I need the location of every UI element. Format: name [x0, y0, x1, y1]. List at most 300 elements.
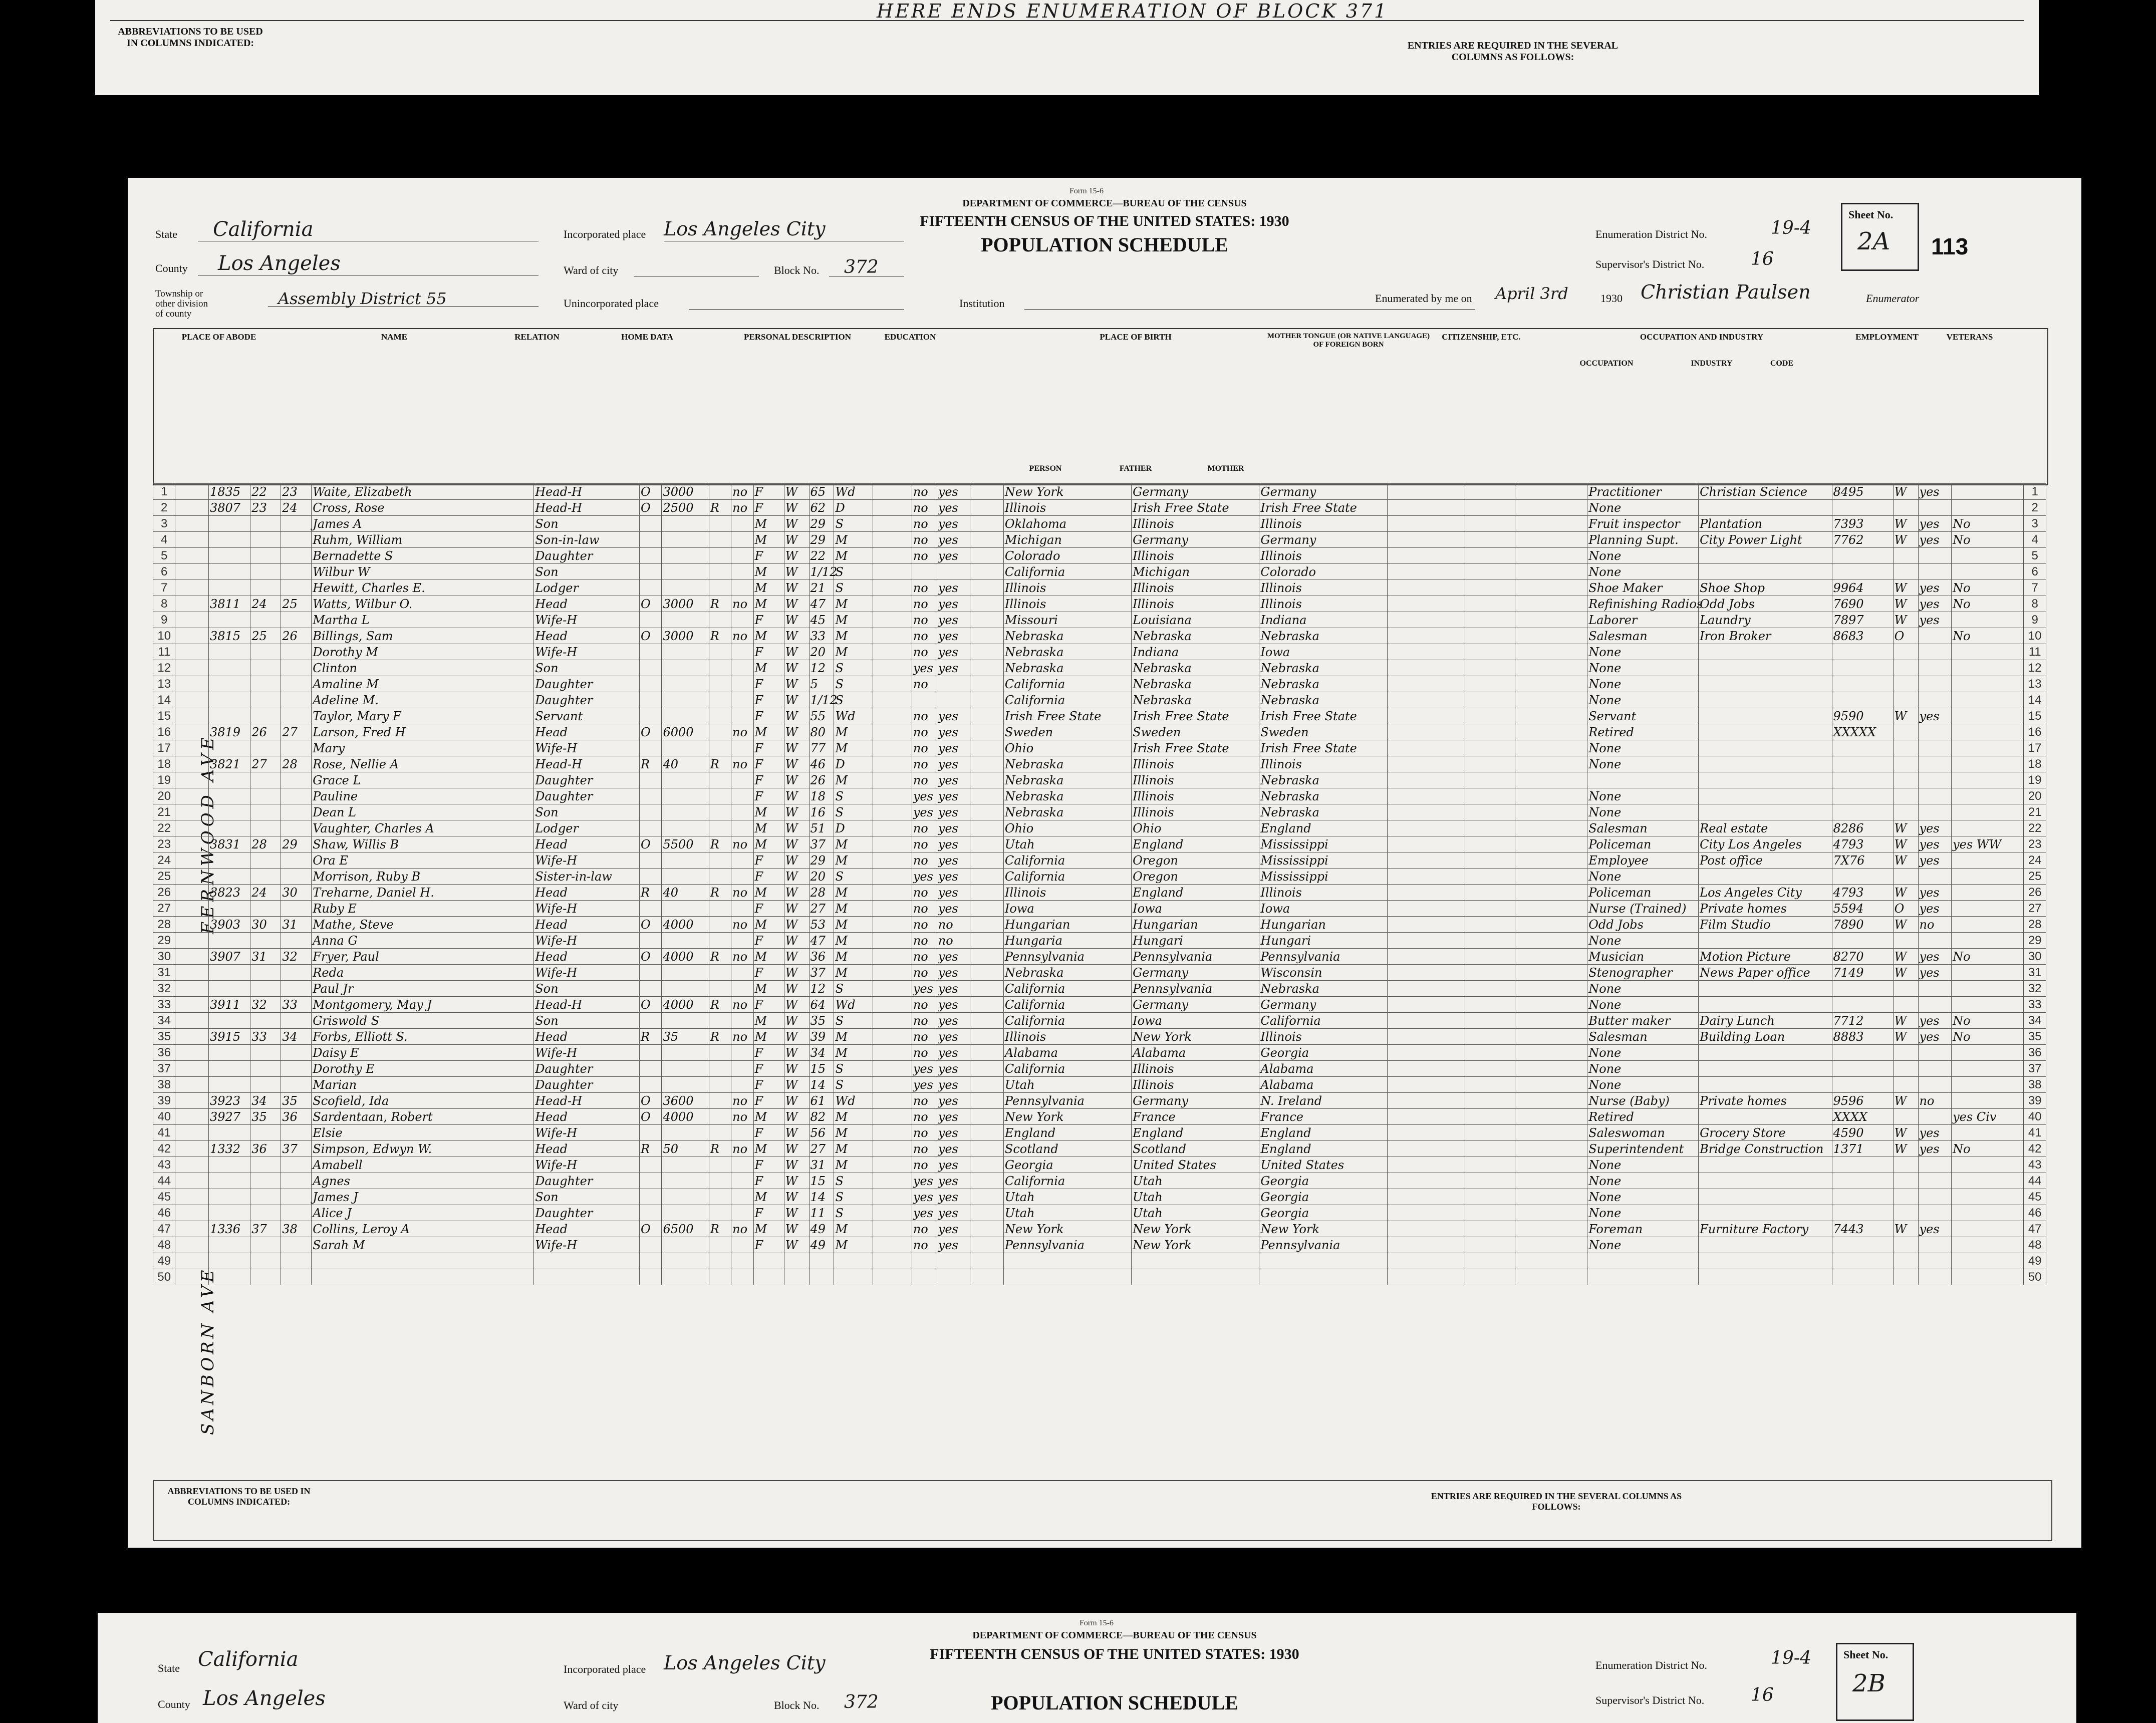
birthplace-father: Germany	[1132, 532, 1259, 548]
birthplace-mother: Illinois	[1259, 516, 1387, 532]
incorporated-label: Incorporated place	[564, 228, 646, 240]
table-row	[153, 917, 2046, 933]
birthplace-person: Hungarian	[1003, 917, 1131, 933]
home-owned	[640, 965, 662, 981]
radio-set	[709, 1253, 731, 1269]
literacy: yes	[937, 997, 970, 1013]
sex: M	[753, 981, 784, 997]
spare	[970, 1013, 1004, 1029]
home-value	[662, 772, 709, 788]
employment	[1918, 1253, 1952, 1269]
school-attendance: no	[912, 548, 937, 564]
employment: yes	[1918, 708, 1952, 724]
school-attendance: no	[912, 772, 937, 788]
enumeration-date: April 3rd	[1495, 284, 1568, 303]
birthplace-mother: Mississippi	[1259, 836, 1387, 852]
citizenship	[1515, 1013, 1587, 1029]
age-at-marriage	[873, 1173, 912, 1189]
line-number-right: 25	[2024, 869, 2046, 885]
birthplace-mother: Nebraska	[1259, 772, 1387, 788]
house-number: 3819	[208, 724, 250, 740]
marital-status: M	[834, 724, 873, 740]
mother-tongue	[1387, 612, 1465, 628]
home-owned	[640, 820, 662, 836]
race: W	[784, 1221, 809, 1237]
age: 21	[809, 580, 834, 596]
age-at-marriage	[873, 1125, 912, 1141]
birth-codes	[1465, 1125, 1515, 1141]
veteran: No	[1952, 628, 2024, 644]
sex: M	[753, 885, 784, 901]
dwelling-number	[250, 516, 281, 532]
race: W	[784, 660, 809, 676]
class-of-worker	[1893, 804, 1918, 820]
farm: no	[731, 628, 753, 644]
literacy	[937, 564, 970, 580]
farm	[731, 548, 753, 564]
literacy: yes	[937, 548, 970, 564]
house-number	[208, 692, 250, 708]
street-cell	[175, 836, 209, 852]
next-state-label: State	[158, 1662, 180, 1674]
spare	[970, 612, 1004, 628]
line-number: 14	[153, 692, 175, 708]
supervisor-value: 16	[1751, 249, 1774, 269]
house-number	[208, 676, 250, 692]
enumeration-year: 1930	[1600, 292, 1623, 305]
street-cell	[175, 869, 209, 885]
mother-tongue	[1387, 1221, 1465, 1237]
birthplace-father: Indiana	[1132, 644, 1259, 660]
house-number: 3821	[208, 756, 250, 772]
person-name: James A	[312, 516, 534, 532]
age-at-marriage	[873, 724, 912, 740]
sex: F	[753, 1125, 784, 1141]
class-of-worker	[1893, 660, 1918, 676]
radio-set	[709, 580, 731, 596]
line-number-right: 12	[2024, 660, 2046, 676]
veteran	[1952, 756, 2024, 772]
house-number	[208, 1061, 250, 1077]
age-at-marriage	[873, 1109, 912, 1125]
relation: Head	[534, 917, 640, 933]
birthplace-mother: Germany	[1259, 484, 1387, 500]
class-of-worker: W	[1893, 484, 1918, 500]
class-of-worker: W	[1893, 852, 1918, 869]
county-label: County	[155, 262, 188, 274]
school-attendance: no	[912, 1013, 937, 1029]
line-number: 6	[153, 564, 175, 580]
line-number: 17	[153, 740, 175, 756]
home-owned: R	[640, 885, 662, 901]
dwelling-number	[250, 580, 281, 596]
home-owned	[640, 1013, 662, 1029]
street-cell	[175, 788, 209, 804]
line-number-right: 10	[2024, 628, 2046, 644]
occupation-code: 7393	[1832, 516, 1893, 532]
birthplace-mother: Pennsylvania	[1259, 1237, 1387, 1253]
person-name	[312, 1269, 534, 1285]
occupation: None	[1587, 756, 1699, 772]
relation: Son	[534, 981, 640, 997]
class-of-worker	[1893, 772, 1918, 788]
birthplace-person: Alabama	[1003, 1045, 1131, 1061]
employment	[1918, 644, 1952, 660]
house-number	[208, 788, 250, 804]
dwelling-number: 27	[250, 756, 281, 772]
occupation-code: 5594	[1832, 901, 1893, 917]
next-block-label: Block No.	[774, 1699, 820, 1711]
birthplace-mother: Irish Free State	[1259, 740, 1387, 756]
farm	[731, 901, 753, 917]
sex: F	[753, 612, 784, 628]
street-cell	[175, 852, 209, 869]
birthplace-father: Pennsylvania	[1132, 949, 1259, 965]
farm: no	[731, 917, 753, 933]
birthplace-person: New York	[1003, 484, 1131, 500]
home-value	[662, 1205, 709, 1221]
farm	[731, 1173, 753, 1189]
street-cell	[175, 1221, 209, 1237]
birthplace-father: Nebraska	[1132, 692, 1259, 708]
industry: News Paper office	[1699, 965, 1832, 981]
age: 5	[809, 676, 834, 692]
school-attendance: no	[912, 740, 937, 756]
spare	[970, 804, 1004, 820]
home-value	[662, 676, 709, 692]
home-value	[662, 804, 709, 820]
table-row	[153, 548, 2046, 564]
age: 20	[809, 644, 834, 660]
radio-set	[709, 917, 731, 933]
table-row	[153, 836, 2046, 852]
school-attendance: yes	[912, 981, 937, 997]
class-of-worker: W	[1893, 1093, 1918, 1109]
occupation: Refinishing Radios	[1587, 596, 1699, 612]
birth-codes	[1465, 933, 1515, 949]
veteran: No	[1952, 580, 2024, 596]
industry	[1699, 997, 1832, 1013]
home-value	[662, 1077, 709, 1093]
line-number-right: 47	[2024, 1221, 2046, 1237]
line-number: 46	[153, 1205, 175, 1221]
home-owned: O	[640, 1093, 662, 1109]
farm: no	[731, 949, 753, 965]
home-owned: O	[640, 724, 662, 740]
industry: Laundry	[1699, 612, 1832, 628]
subheader-occupation: OCCUPATION	[1579, 359, 1634, 368]
occupation: Planning Supt.	[1587, 532, 1699, 548]
occupation: Fruit inspector	[1587, 516, 1699, 532]
age: 14	[809, 1189, 834, 1205]
mother-tongue	[1387, 740, 1465, 756]
house-number: 3907	[208, 949, 250, 965]
employment	[1918, 660, 1952, 676]
birthplace-father: Sweden	[1132, 724, 1259, 740]
birthplace-mother: Georgia	[1259, 1205, 1387, 1221]
mother-tongue	[1387, 1045, 1465, 1061]
class-of-worker: W	[1893, 949, 1918, 965]
next-incorporated-value: Los Angeles City	[664, 1652, 826, 1674]
line-number: 45	[153, 1189, 175, 1205]
birth-codes	[1465, 917, 1515, 933]
mother-tongue	[1387, 820, 1465, 836]
line-number: 39	[153, 1093, 175, 1109]
age-at-marriage	[873, 901, 912, 917]
line-number-right: 27	[2024, 901, 2046, 917]
group-header-home: HOME DATA	[621, 332, 673, 342]
birthplace-mother: Iowa	[1259, 644, 1387, 660]
mother-tongue	[1387, 1109, 1465, 1125]
birth-codes	[1465, 1013, 1515, 1029]
home-owned	[640, 708, 662, 724]
family-number	[281, 1253, 312, 1269]
birthplace-mother	[1259, 1253, 1387, 1269]
school-attendance: yes	[912, 1205, 937, 1221]
occupation-code: 7890	[1832, 917, 1893, 933]
citizenship	[1515, 1205, 1587, 1221]
sex: M	[753, 804, 784, 820]
birthplace-mother: N. Ireland	[1259, 1093, 1387, 1109]
person-name: Elsie	[312, 1125, 534, 1141]
home-value	[662, 612, 709, 628]
radio-set	[709, 660, 731, 676]
birth-codes	[1465, 1173, 1515, 1189]
employment	[1918, 1061, 1952, 1077]
class-of-worker	[1893, 933, 1918, 949]
spare	[970, 1205, 1004, 1221]
mother-tongue	[1387, 500, 1465, 516]
marital-status: S	[834, 869, 873, 885]
age	[809, 1253, 834, 1269]
citizenship	[1515, 933, 1587, 949]
age: 36	[809, 949, 834, 965]
entries-note: ENTRIES ARE REQUIRED IN THE SEVERAL COLUMNS AS FOLLOWS:	[1407, 40, 1619, 63]
block-value: 372	[844, 257, 879, 277]
person-name: Ora E	[312, 852, 534, 869]
school-attendance: no	[912, 612, 937, 628]
occupation-code	[1832, 740, 1893, 756]
relation: Wife-H	[534, 1157, 640, 1173]
line-number-right: 17	[2024, 740, 2046, 756]
family-number	[281, 1269, 312, 1285]
literacy	[937, 692, 970, 708]
spare	[970, 708, 1004, 724]
next-ward-label: Ward of city	[564, 1699, 619, 1711]
occupation: Butter maker	[1587, 1013, 1699, 1029]
home-value	[662, 708, 709, 724]
line-number-right: 38	[2024, 1077, 2046, 1093]
age-at-marriage	[873, 1045, 912, 1061]
age-at-marriage	[873, 852, 912, 869]
school-attendance: no	[912, 644, 937, 660]
dwelling-number	[250, 852, 281, 869]
farm: no	[731, 756, 753, 772]
person-name: Amaline M	[312, 676, 534, 692]
line-number: 33	[153, 997, 175, 1013]
street-label-sanborn: SANBORN AVE	[198, 1267, 218, 1435]
street-cell	[175, 1061, 209, 1077]
radio-set	[709, 644, 731, 660]
school-attendance	[912, 692, 937, 708]
citizenship	[1515, 676, 1587, 692]
dwelling-number	[250, 612, 281, 628]
birthplace-person: Nebraska	[1003, 804, 1131, 820]
table-row	[153, 500, 2046, 516]
birth-codes	[1465, 660, 1515, 676]
class-of-worker	[1893, 997, 1918, 1013]
birthplace-person: Illinois	[1003, 596, 1131, 612]
street-cell	[175, 1173, 209, 1189]
dwelling-number	[250, 788, 281, 804]
citizenship	[1515, 804, 1587, 820]
veteran	[1952, 885, 2024, 901]
radio-set	[709, 1109, 731, 1125]
age-at-marriage	[873, 708, 912, 724]
birthplace-person: Scotland	[1003, 1141, 1131, 1157]
line-number: 30	[153, 949, 175, 965]
citizenship	[1515, 1253, 1587, 1269]
street-cell	[175, 612, 209, 628]
line-number: 41	[153, 1125, 175, 1141]
mother-tongue	[1387, 772, 1465, 788]
sex: M	[753, 532, 784, 548]
table-row	[153, 1237, 2046, 1253]
line-number: 4	[153, 532, 175, 548]
line-number: 2	[153, 500, 175, 516]
family-number	[281, 516, 312, 532]
citizenship	[1515, 756, 1587, 772]
home-owned: O	[640, 596, 662, 612]
street-cell	[175, 804, 209, 820]
citizenship	[1515, 1077, 1587, 1093]
literacy: yes	[937, 708, 970, 724]
family-number	[281, 820, 312, 836]
race: W	[784, 756, 809, 772]
farm	[731, 532, 753, 548]
line-number-right: 41	[2024, 1125, 2046, 1141]
school-attendance: no	[912, 580, 937, 596]
table-row	[153, 1109, 2046, 1125]
birth-codes	[1465, 516, 1515, 532]
school-attendance: no	[912, 1237, 937, 1253]
person-name	[312, 1253, 534, 1269]
house-number: 3831	[208, 836, 250, 852]
age-at-marriage	[873, 1269, 912, 1285]
birthplace-mother: California	[1259, 1013, 1387, 1029]
employment	[1918, 869, 1952, 885]
class-of-worker: W	[1893, 965, 1918, 981]
school-attendance: yes	[912, 804, 937, 820]
line-number-right: 7	[2024, 580, 2046, 596]
industry	[1699, 772, 1832, 788]
mother-tongue	[1387, 885, 1465, 901]
race: W	[784, 628, 809, 644]
house-number: 1332	[208, 1141, 250, 1157]
birth-codes	[1465, 852, 1515, 869]
next-sheet-label: Sheet No.	[1843, 1648, 1889, 1661]
birthplace-father	[1132, 1269, 1259, 1285]
citizenship	[1515, 660, 1587, 676]
school-attendance	[912, 1253, 937, 1269]
employment	[1918, 1237, 1952, 1253]
house-number	[208, 1237, 250, 1253]
mother-tongue	[1387, 933, 1465, 949]
line-number-right: 9	[2024, 612, 2046, 628]
birthplace-mother: Sweden	[1259, 724, 1387, 740]
line-number-right: 36	[2024, 1045, 2046, 1061]
home-owned: R	[640, 1029, 662, 1045]
age: 1/12	[809, 564, 834, 580]
birthplace-father: Oregon	[1132, 852, 1259, 869]
relation: Head	[534, 836, 640, 852]
radio-set: R	[709, 1141, 731, 1157]
person-name: Rose, Nellie A	[312, 756, 534, 772]
employment: yes	[1918, 484, 1952, 500]
literacy: yes	[937, 612, 970, 628]
employment: yes	[1918, 612, 1952, 628]
birthplace-mother: Illinois	[1259, 1029, 1387, 1045]
family-number	[281, 1125, 312, 1141]
radio-set	[709, 740, 731, 756]
citizenship	[1515, 1157, 1587, 1173]
occupation-code	[1832, 644, 1893, 660]
birthplace-mother: Irish Free State	[1259, 708, 1387, 724]
home-value	[662, 532, 709, 548]
birthplace-father: Utah	[1132, 1205, 1259, 1221]
literacy: yes	[937, 644, 970, 660]
birthplace-mother: Georgia	[1259, 1189, 1387, 1205]
employment	[1918, 1157, 1952, 1173]
race: W	[784, 997, 809, 1013]
relation: Daughter	[534, 1205, 640, 1221]
divider	[110, 20, 2024, 21]
birth-codes	[1465, 804, 1515, 820]
house-number	[208, 772, 250, 788]
house-number	[208, 981, 250, 997]
industry: Iron Broker	[1699, 628, 1832, 644]
school-attendance: no	[912, 516, 937, 532]
birthplace-person	[1003, 1269, 1131, 1285]
sheet-number-box	[1841, 203, 1919, 271]
relation: Wife-H	[534, 852, 640, 869]
employment	[1918, 772, 1952, 788]
literacy: yes	[937, 852, 970, 869]
sex: F	[753, 869, 784, 885]
family-number: 26	[281, 628, 312, 644]
relation: Daughter	[534, 772, 640, 788]
person-name: Alice J	[312, 1205, 534, 1221]
home-owned	[640, 869, 662, 885]
street-cell	[175, 708, 209, 724]
school-attendance: no	[912, 997, 937, 1013]
age: 12	[809, 981, 834, 997]
occupation: None	[1587, 1045, 1699, 1061]
race: W	[784, 484, 809, 500]
age-at-marriage	[873, 772, 912, 788]
industry	[1699, 500, 1832, 516]
family-number	[281, 1077, 312, 1093]
race: W	[784, 740, 809, 756]
farm: no	[731, 885, 753, 901]
sex: F	[753, 901, 784, 917]
subheader-mother: MOTHER	[1207, 464, 1244, 473]
citizenship	[1515, 484, 1587, 500]
line-number: 10	[153, 628, 175, 644]
occupation-code	[1832, 1269, 1893, 1285]
street-cell	[175, 532, 209, 548]
literacy: yes	[937, 484, 970, 500]
